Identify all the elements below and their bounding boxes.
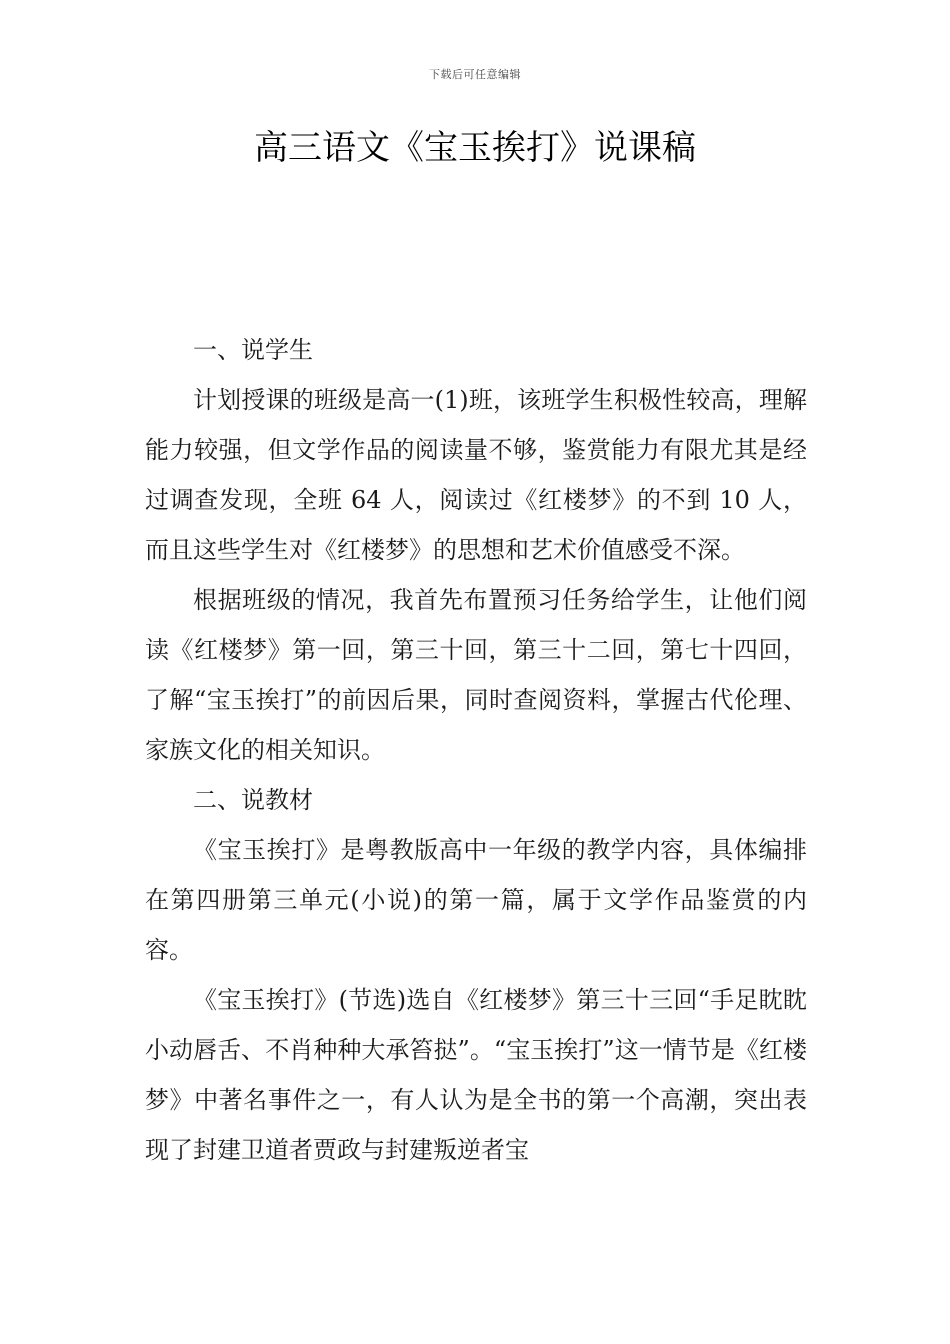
section-heading: 一、说学生 — [193, 336, 313, 364]
section-heading: 二、说教材 — [193, 786, 313, 814]
paragraph: 《宝玉挨打》是粤教版高中一年级的教学内容，具体编排在第四册第三单元(小说)的第一篇，属于文学作品鉴赏的内容。 — [145, 836, 807, 964]
paragraph: 《宝玉挨打》(节选)选自《红楼梦》第三十三回“手足眈眈小动唇舌、不肖种种大承笞挞”。“宝玉挨打”这一情节是《红楼梦》中著名事件之一，有人认为是全书的第一个高潮，突出表现了封建卫道者贾政与封建叛逆者宝 — [145, 986, 807, 1164]
paragraph: 计划授课的班级是高一(1)班，该班学生积极性较高，理解能力较强，但文学作品的阅读量不够，鉴赏能力有限尤其是经过调查发现，全班 64 人，阅读过《红楼梦》的不到 10 人，而且这些学生对《红楼梦》的思想和艺术价值感受不深。 — [145, 386, 807, 564]
paragraph: 根据班级的情况，我首先布置预习任务给学生，让他们阅读《红楼梦》第一回，第三十回，第三十二回，第七十四回，了解“宝玉挨打”的前因后果，同时查阅资料，掌握古代伦理、家族文化的相关知识。 — [145, 586, 807, 764]
header-note: 下载后可任意编辑 — [429, 68, 521, 81]
page-title: 高三语文《宝玉挨打》说课稿 — [254, 128, 696, 168]
document-body — [145, 325, 807, 1175]
